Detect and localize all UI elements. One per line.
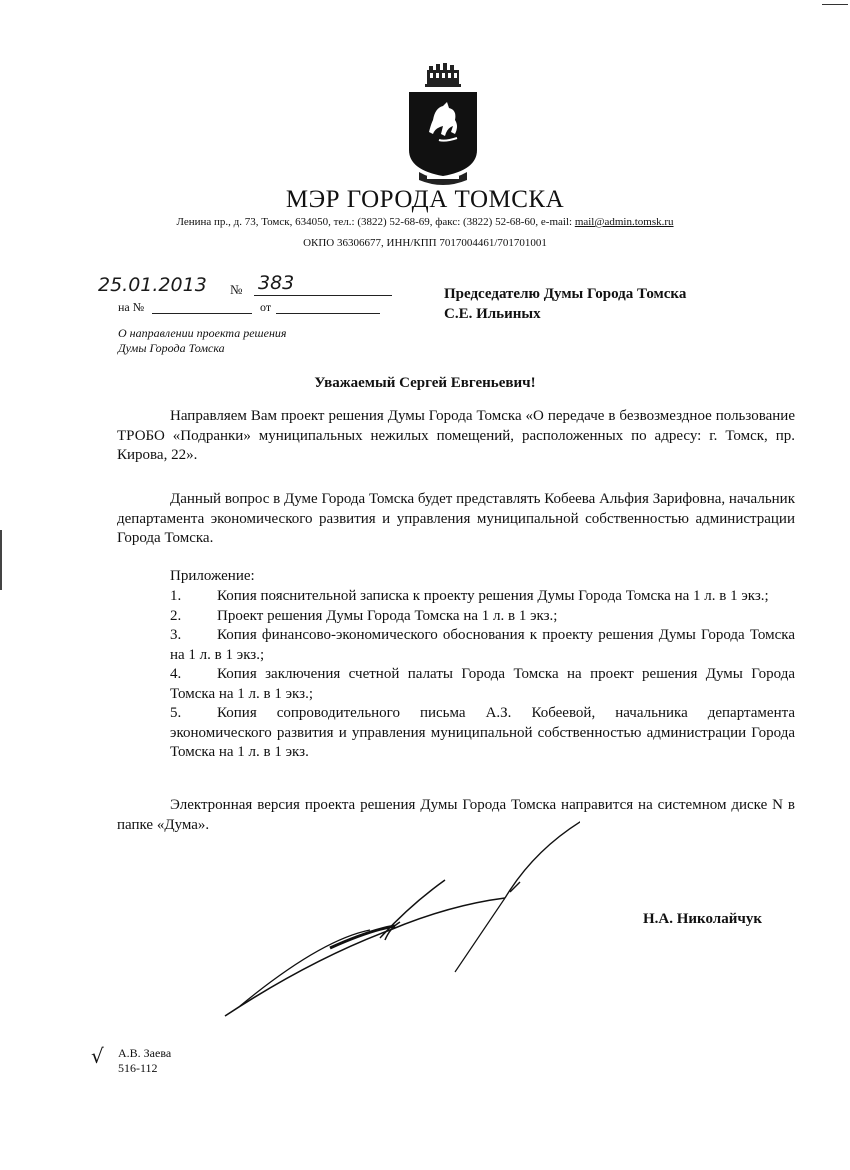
coat-of-arms-icon (405, 62, 481, 188)
list-item (170, 665, 795, 704)
subject-line-2: Думы Города Томска (118, 341, 225, 355)
item-number: 1. (170, 588, 182, 604)
reference-date-label: от (260, 300, 272, 314)
list-item (170, 626, 795, 665)
addressee-position: Председателю Думы Города Томска (444, 286, 687, 302)
reference-date-blank (276, 313, 380, 314)
list-item (170, 607, 795, 627)
body-paragraph-1: Направляем Вам проект решения Думы Города Томска «О передаче в безвозмездное пользование ТРОБО «Подранки» муниципальных нежилых помещений, расположенных по адресу: г. Томск, пр. Кирова, 22». (117, 408, 795, 463)
scan-artifact (822, 4, 848, 5)
registration-number: 383 (258, 272, 295, 294)
reference-number-label: на № (118, 300, 145, 314)
item-number: 5. (170, 705, 182, 721)
letterhead-address (0, 216, 850, 228)
signature-icon (220, 780, 580, 1020)
registration-number-sign: № (230, 282, 243, 297)
letterhead-codes: ОКПО 36306677, ИНН/КПП 7017004461/701701001 (303, 237, 547, 249)
reference-number-blank (152, 313, 252, 314)
addressee-name: С.Е. Ильиных (444, 306, 541, 322)
greeting: Уважаемый Сергей Евгеньевич! (314, 375, 536, 391)
scan-edge (0, 530, 2, 590)
email-link[interactable]: mail@admin.tomsk.ru (574, 216, 674, 228)
executor-phone: 516-112 (118, 1061, 158, 1075)
item-text: Копия финансово-экономического обоснования к проекту решения Думы Города Томска на 1 л. в 1 экз.; (170, 627, 795, 663)
letterhead-title: МЭР ГОРОДА ТОМСКА (285, 186, 565, 213)
address-text: Ленина пр., д. 73, Томск, 634050, тел.: (3822) 52-68-69, факс: (3822) 52-68-60, e-mail: (176, 216, 575, 228)
registration-date: 25.01.2013 (98, 274, 207, 296)
signer-name: Н.А. Николайчук (643, 911, 762, 927)
executor-name: А.В. Заева (118, 1046, 172, 1060)
subject-line-1: О направлении проекта решения (118, 326, 287, 340)
item-number: 4. (170, 666, 182, 682)
item-number: 3. (170, 627, 182, 643)
registration-underline (254, 295, 392, 296)
body-paragraph-2: Данный вопрос в Думе Города Томска будет представлять Кобеева Альфия Зарифовна, начальник департамента экономического развития и управления муниципальной собственностью администрации Города Томска. (117, 491, 795, 546)
list-item (170, 587, 795, 607)
item-text: Копия заключения счетной палаты Города Томска на проект решения Думы Города Томска на 1 л. в 1 экз.; (170, 666, 795, 702)
item-text: Копия сопроводительного письма А.З. Кобеевой, начальника департамента экономического развития и управления муниципальной собственностью администрации Города Томска на 1 л. в 1 экз. (170, 705, 795, 760)
body-paragraph-3: Электронная версия проекта решения Думы Города Томска направится на системном диске N в папке «Дума». (117, 797, 795, 833)
item-text: Копия пояснительной записка к проекту решения Думы Города Томска на 1 л. в 1 экз.; (217, 588, 769, 604)
item-text: Проект решения Думы Города Томска на 1 л. в 1 экз.; (217, 607, 558, 624)
item-number: 2. (170, 607, 182, 624)
attachments-list (170, 587, 795, 763)
check-mark-icon: √ (91, 1044, 104, 1068)
attachments-title: Приложение: (170, 568, 255, 584)
list-item (170, 704, 795, 763)
